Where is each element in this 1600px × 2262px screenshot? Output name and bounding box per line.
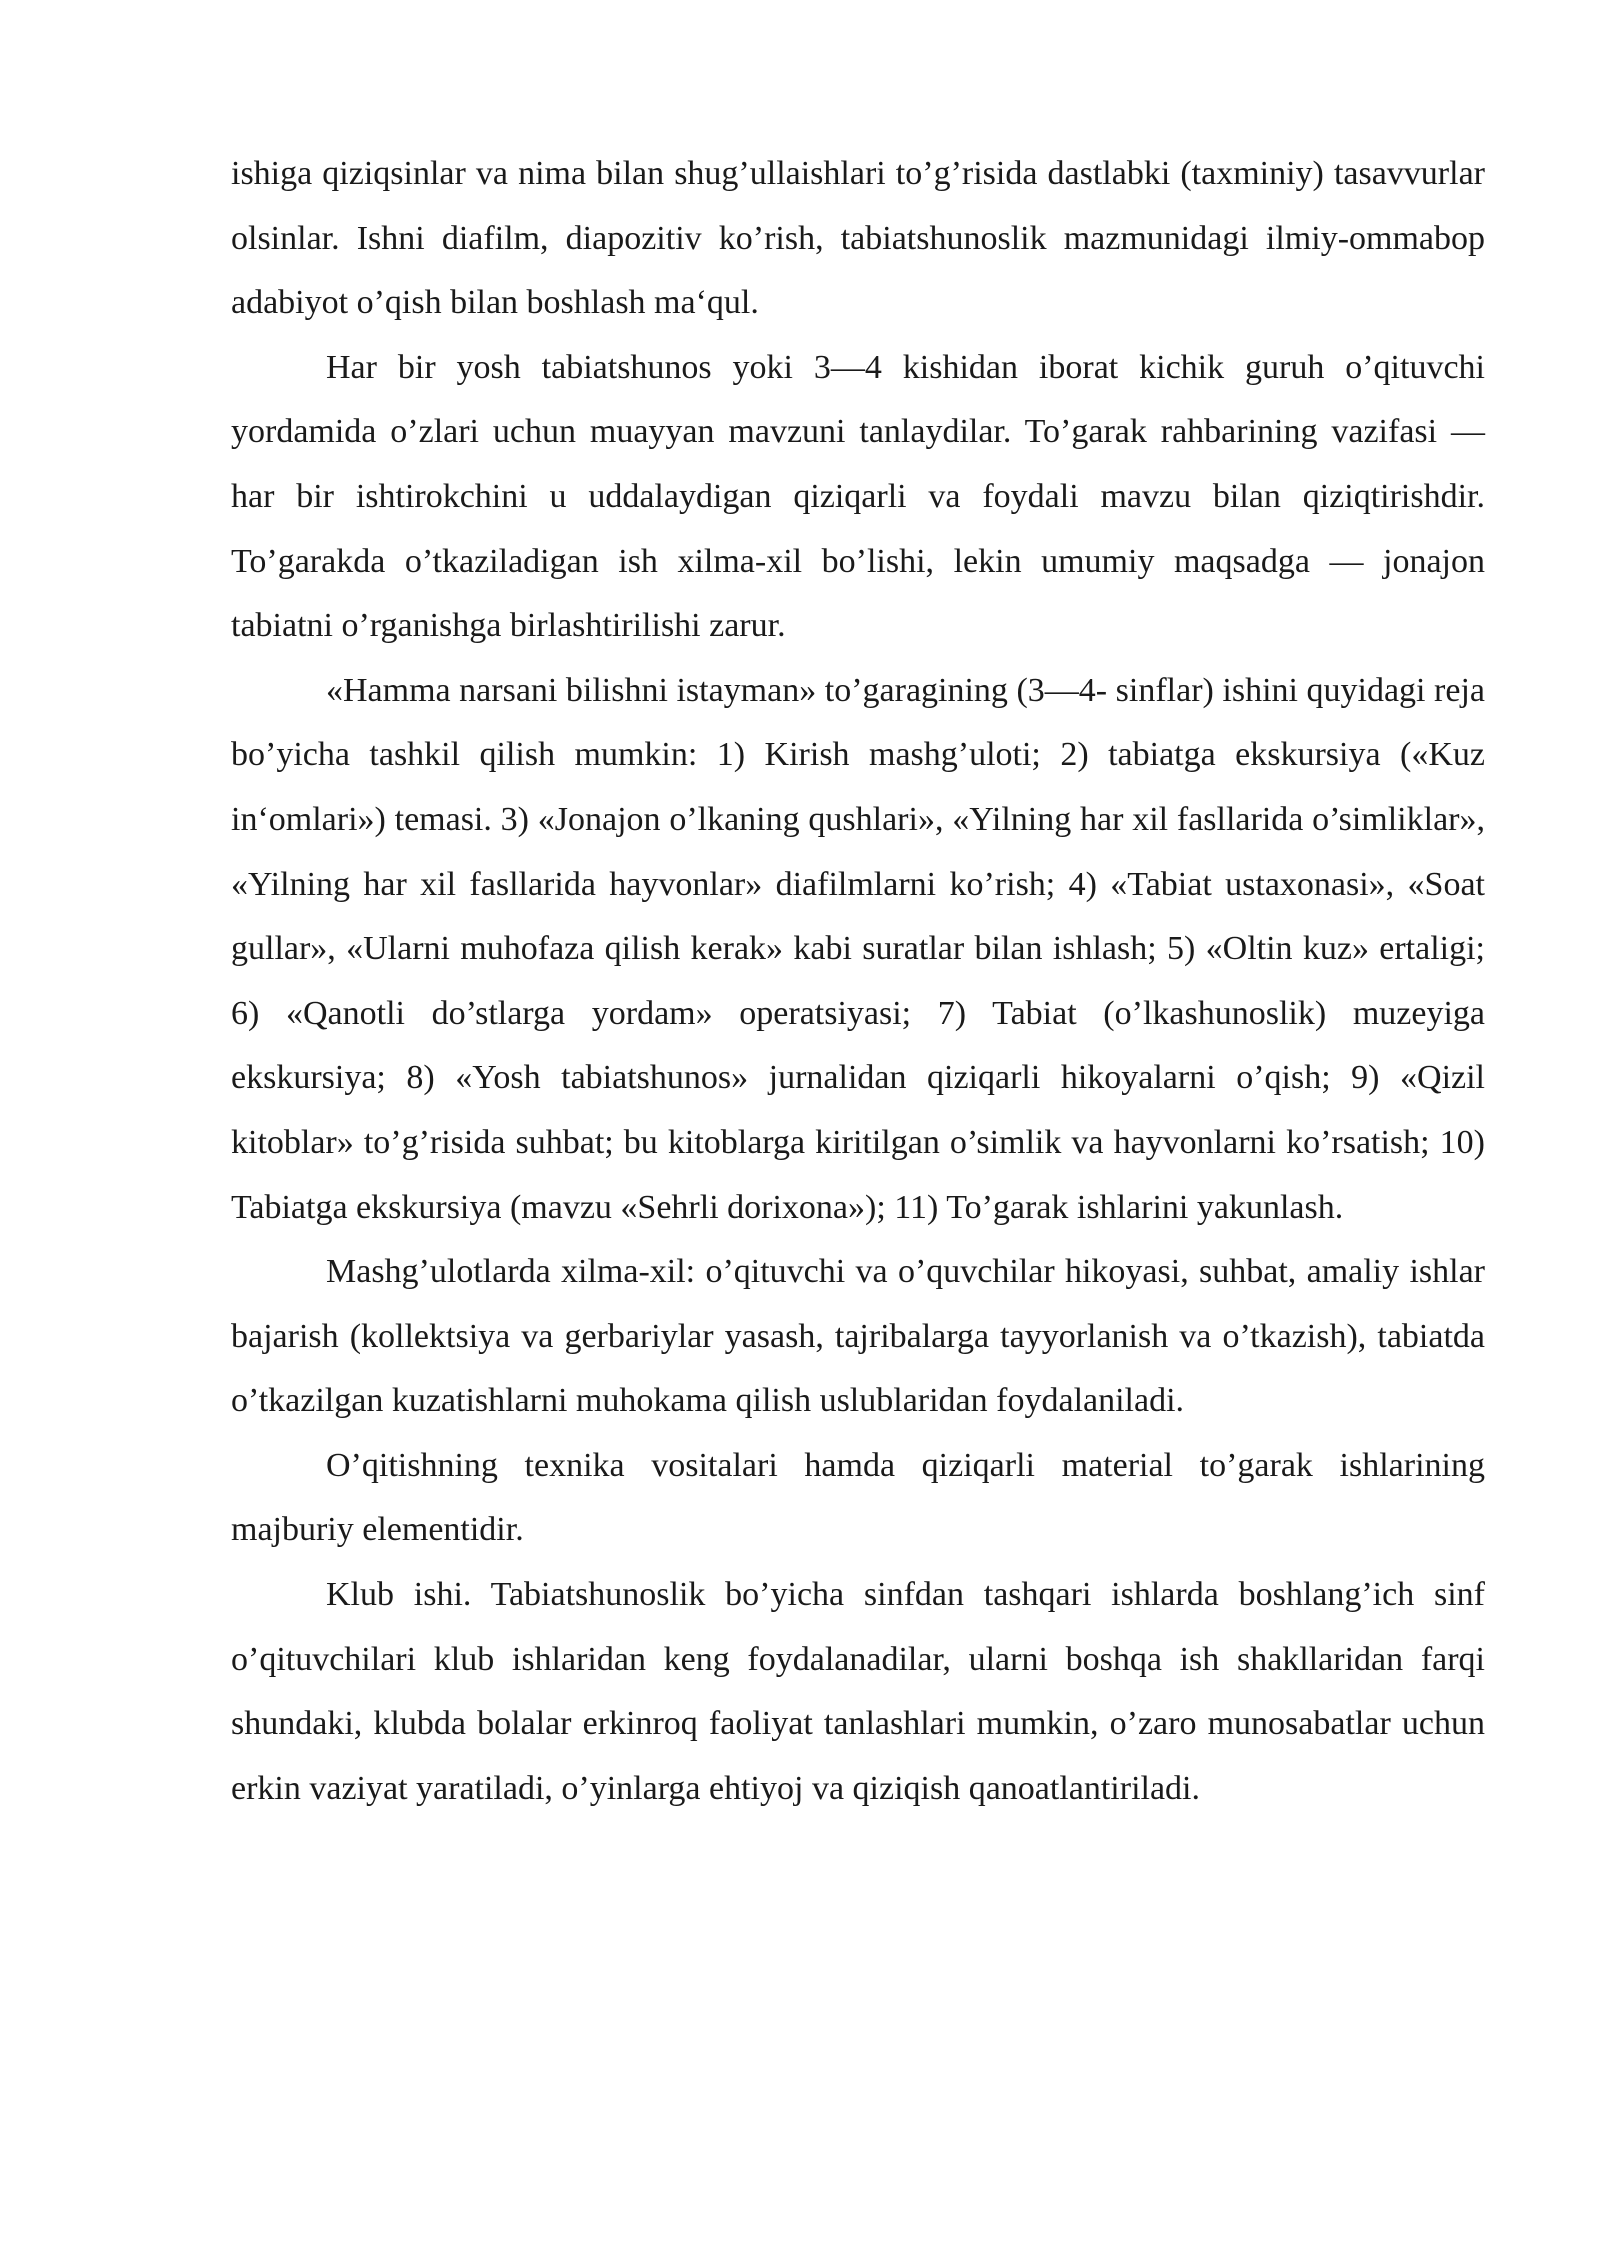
paragraph-club-work: Klub ishi. Tabiatshunoslik bo’yicha sinfdan tashqari ishlarda boshlang’ich sinf o’qituvchilari klub ishlaridan keng foydalanadilar, ularni boshqa ish shakllaridan farqi shundaki, klubda bolalar erkinroq faoliyat tanlashlari mumkin, o’zaro munosabatlar uchun erkin vaziyat yaratiladi, o’yinlarga ehtiyoj va qiziqish qanoatlantiriladi. (231, 1576, 1485, 1807)
paragraph-topic-selection: Har bir yosh tabiatshunos yoki 3—4 kishidan iborat kichik guruh o’qituvchi yordamida o’zlari uchun muayyan mavzuni tanlaydilar. To’garak rahbarining vazifasi — har bir ishtirokchini u uddalaydigan qiziqarli va foydali mavzu bilan qiziqtirishdir. To’garakda o’tkaziladigan ish xilma-xil bo’lishi, lekin umumiy maqsadga — jonajon tabiatni o’rganishga birlashtirilishi zarur. (231, 348, 1485, 645)
paragraph-club-plan: «Hamma narsani bilishni istayman» to’garagining (3—4- sinflar) ishini quyidagi reja bo’yicha tashkil qilish mumkin: 1) Kirish mashg’uloti; 2) tabiatga ekskursiya («Kuz in‘omlari») temasi. 3) «Jonajon o’lkaning qushlari», «Yilning har xil fasllarida o’simliklar», «Yilning har xil fasllarida hayvonlar» diafilmlarni ko’rish; 4) «Tabiat ustaxonasi», «Soat gullar», «Ularni muhofaza qilish kerak» kabi suratlar bilan ishlash; 5) «Oltin kuz» ertaligi; 6) «Qanotli do’stlarga yordam» operatsiyasi; 7) Tabiat (o’lkashunoslik) muzeyiga ekskursiya; 8) «Yosh tabiatshunos» jurnalidan qiziqarli hikoyalarni o’qish; 9) «Qizil kitoblar» to’g’risida suhbat; bu kitoblarga kiritilgan o’simlik va hayvonlarni ko’rsatish; 10) Tabiatga ekskursiya (mavzu «Sehrli dorixona»); 11) To’garak ishlarini yakunlash. (231, 671, 1485, 1226)
paragraph-intro-continuation: ishiga qiziqsinlar va nima bilan shug’ullaishlari to’g’risida dastlabki (taxminiy) tasavvurlar olsinlar. Ishni diafilm, diapozitiv ko’rish, tabiatshunoslik mazmunidagi ilmiy-ommabop adabiyot o’qish bilan boshlash ma‘qul. (231, 155, 1485, 322)
paragraph-teaching-tools: O’qitishning texnika vositalari hamda qiziqarli material to’garak ishlarining majburiy elementidir. (231, 1446, 1485, 1549)
document-page (231, 142, 1485, 1821)
paragraph-lesson-methods: Mashg’ulotlarda xilma-xil: o’qituvchi va o’quvchilar hikoyasi, suhbat, amaliy ishlar bajarish (kollektsiya va gerbariylar yasash, tajribalarga tayyorlanish va o’tkazish), tabiatda o’tkazilgan kuzatishlarni muhokama qilish uslublaridan foydalaniladi. (231, 1253, 1485, 1420)
